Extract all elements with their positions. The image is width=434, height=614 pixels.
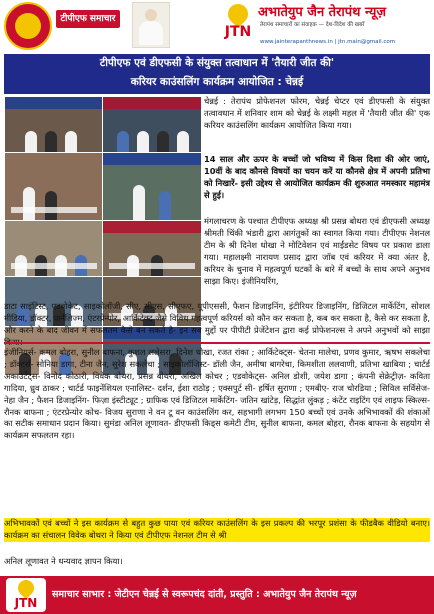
- headline-line-1: टीपीएफ एवं डीएफसी के संयुक्त तत्वाधान में 'तैयारी जीत की': [99, 57, 335, 69]
- footer-credit: समाचार साभार : जेटीएन चेन्नई से स्वरूपचंद दांती, प्रस्तुति : अभातेयुप जैन तेरापंथ न्यूज़: [52, 589, 357, 600]
- article-paragraph-4: डाटा साइंटिस्ट, एडवोकेट, साइकोलॉजी, सीए, सीएस, सीएफए, यूपीएससी, फैशन डिजाइनिंग, इंटीरियर डिजाइनिंग, डिजिटल मार्केटिंग, सोशल मीडिया, डॉक्टर, जर्नलिज्म, एंटरप्रेन्योर, आर्किटेक्ट जैसे विविध महत्वपूर्ण करियर्स को कौन कर सकता है, कब कर सकता है, कैसे कर सकता है, और करने के बाद जीवन में सफलतम कैसे बन सकते है- इन सब मुद्दों पर पीपीटी प्रेजेंटेशन द्वारा कई प्रोफेशनल्स ने अपने अनुभवों को साझा: [4, 301, 430, 335]
- article-paragraph-2: 14 साल और ऊपर के बच्चों जो भविष्य में किस दिशा की ओर जाएं, 10वीं के बाद कौनसे विषयों का चयन करें या कौनसे क्षेत्र में अपनी प्रतिभा को निखारें- इसी उद्देश्य से आयोजित कार्यक्रम की शुरुआत नमस्कार महामंत्र से हुई।: [204, 154, 430, 200]
- headline-banner: [4, 54, 430, 94]
- brand-subtitle: तेरापंथ समाचारों का संवाहक — देश-विदेश की खबरें: [260, 22, 365, 28]
- article-paragraph-5: इंजीनियर्स- कमल बोहरा, सुनील बाफना, कुशल ललेसरा, दिनेश धोखा, रजत रांका ; आर्किटेक्ट्स- चेतना मालेचा, प्रणव कुमार, ऋषभ सकलेचा ; डॉक्टर्स- सोनिया डागा, टीना जैन, सुरेश सकलेचा ; साइकोलॉजिस्ट- डॉली जैन, अमीषा बागरेचा, किमशीता ललवाणी, प्रतिभा खाबिया ; चार्टर्ड अकाउंटेंट्स- विनोद कोठारी, विवेक बोथरा, प्रसन्न बोथरा, अखिल कोचर ; एडवोकेट्स- अनिल डोशी, जयेश डागा ; कंपनी सेक्रेट्रीज़- कविता गादिया, ध्रुव ठाकर ; चार्टर्ड फाइनेंशियल एनालिस्ट- दर्शन, ईशा राठोड़ ; एक्सपुर्ट सी- हर्षित सुराणा ; एमबीए- राज चोरडिया ; सिविल सर्विसेज- नेहा जैन ; फैशन डिजाइनिंग- फिज़ा इंस्टीट्यूट ; ग्राफिक एवं डिजिटल मार्केटिंग- जतिन खांटेड़, सिद्धांत लुंकड़ ; कंटेंट राइटिंग एवं लाइफ स्किल्स- रौनक बाफना ; एंटरप्रेन्योर कोच- विजय सुराणा ने वन टू वन काउंसलिंग कर, सहभागी लगभग 150 बच्चों एवं उनके अभिभावकों की शंकाओं का सटीक समाधान प्रदान किया। सुमंडा अनिल लूणावत- डीएफसी किड्स कमेटी टीम, सुनील बाफना, कमल बोहरा, रौनक बाफना के सहयोग से कार्यक्रम सफलतम रहा।: [4, 347, 430, 441]
- tpf-seal-logo: [4, 2, 52, 50]
- headline-line-2: करियर काउंसलिंग कार्यक्रम आयोजित : चेन्नई: [130, 76, 304, 88]
- event-photo: [102, 96, 202, 154]
- masthead: [0, 0, 434, 52]
- brand-url[interactable]: www.jainterapanthnews.in | jtn.main@gmail.com: [260, 39, 396, 45]
- article-paragraph-7: अनिल लूणावत ने धन्यवाद ज्ञापन किया।: [4, 556, 123, 566]
- footer-bar: [0, 576, 434, 614]
- article-paragraph-6: अभिभावकों एवं बच्चों ने इस कार्यक्रम से बहुत कुछ पाया एवं करियर काउंसलिंग के इस प्रकल्प की भरपूर प्रशंसा के फीडबैक वीडियो बनाए। कार्यक्रम का संचालन विवेक बोथरा ने किया एवं टीपीएफ नेशनल टीम से श्री: [4, 518, 430, 540]
- event-photo: [4, 220, 104, 278]
- event-photo: [102, 152, 202, 222]
- event-photo: [4, 96, 104, 154]
- saint-portrait-left: [132, 2, 170, 48]
- article-paragraph-3: मंगलाचरण के पश्चात टीपीएफ अध्यक्ष श्री प्रसन्न बोथरा एवं डीएफसी अध्यक्ष श्रीमती चिंकी भंडारी द्वारा आगंतुकों का स्वागत किया गया। टीपीएफ नेशनल टीम के श्री दिनेश धोखा ने मोटिवेशन एवं माईंडसेट विषय पर प्रकाश डाला गया। महालक्ष्मी नारायण प्रसाद द्वारा जॉब एवं करियर में क्या अंतर है, करियर के चुनाव में महत्वपूर्ण घटकों के बारे में बच्चों के साथ अपने अनुभव साझा किए। इंजीनियरिंग,: [204, 216, 430, 286]
- footer-jtn-logo: [6, 578, 46, 612]
- event-photo: [102, 220, 202, 278]
- divider: [4, 342, 430, 344]
- section-tag: टीपीएफ समाचार: [56, 10, 120, 28]
- event-photo: [4, 152, 104, 222]
- article-paragraph-1: चेन्नई : तेरापंथ प्रोफेशनल फोरम, चेन्नई चेप्टर एवं डीएफसी के संयुक्त तत्वावधान में शनिवार शाम को चेन्नई के लक्ष्मी महल में 'तैयारी जीत की' एक करियर काउंसलिंग कार्यक्रम आयोजित किया गया।: [204, 96, 430, 130]
- brand-title: अभातेयुप जैन तेरापंथ न्यूज़: [258, 5, 387, 20]
- footer-logo-text: JTN: [14, 596, 38, 610]
- jtn-logo: [220, 4, 256, 44]
- jtn-logo-text: JTN: [224, 24, 252, 40]
